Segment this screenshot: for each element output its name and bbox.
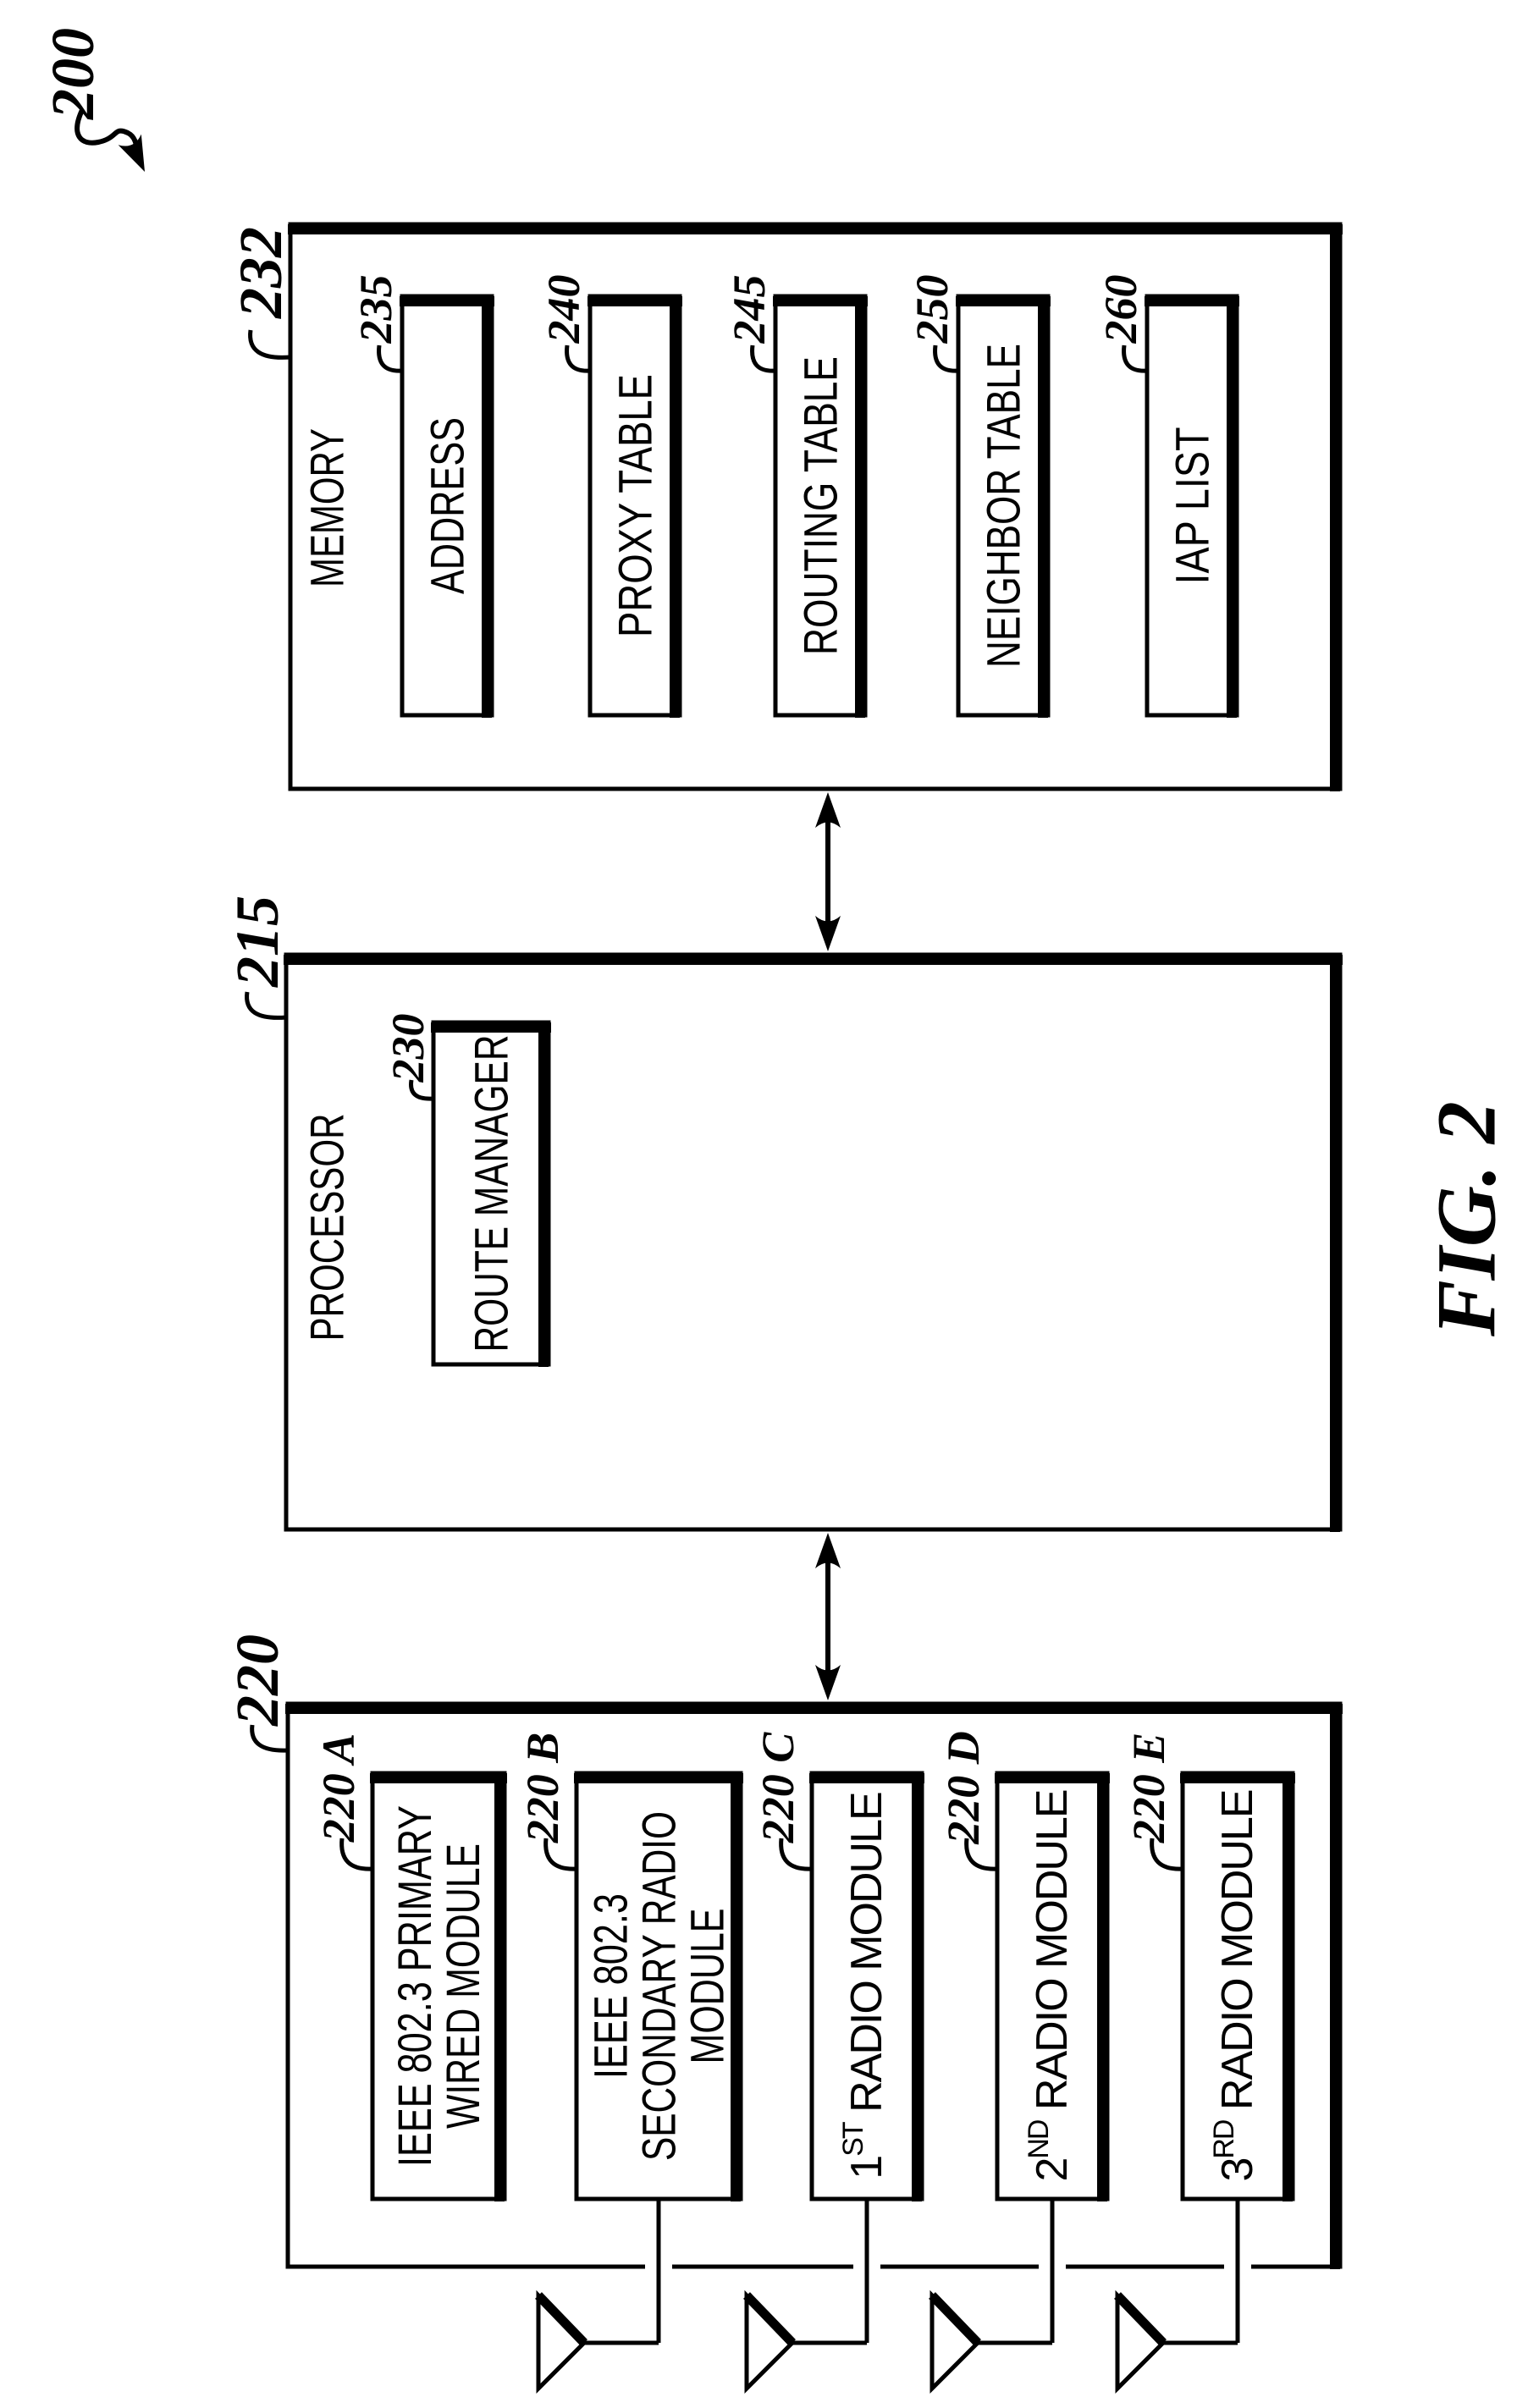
processor-leader-line <box>247 992 286 1017</box>
radio-module-label-line: IEEE 802.3 <box>583 1838 637 2079</box>
radio-module-ref-label: 220 C <box>753 1732 803 1843</box>
memory-item-label: PROXY TABLE <box>608 313 662 637</box>
radio-module-label-line: MODULE <box>680 1860 734 2064</box>
radio-module-label-line: SECONDARY RADIO <box>632 1699 686 2161</box>
memory-item-ref-label: 250 <box>907 274 957 344</box>
interfaces-leader-line <box>252 1725 288 1750</box>
processor-ref-label: 215 <box>223 895 291 987</box>
memory-item-ref-label: 240 <box>538 274 589 344</box>
memory-item-label: NEIGHBOR TABLE <box>976 256 1030 668</box>
interfaces-ref-label: 220 <box>223 1634 291 1726</box>
radio-module-label-line: 1ST RADIO MODULE <box>837 1793 891 2179</box>
memory-title: MEMORY <box>300 375 354 587</box>
radio-module-label-line: IEEE 802.3 PRIMARY <box>388 1699 441 2167</box>
route-manager-label: ROUTE MANAGER <box>464 933 518 1353</box>
route-manager-ref-label: 230 <box>383 1013 433 1083</box>
memory-item-label: IAP LIST <box>1165 395 1219 585</box>
radio-module-label-line: 3RD RADIO MODULE <box>1208 1790 1262 2182</box>
memory-ref-label: 232 <box>227 227 295 318</box>
radio-module-ref-label: 220 D <box>938 1731 989 1844</box>
radio-module-label-line: WIRED MODULE <box>436 1755 489 2129</box>
figure-ref-label: 200 <box>39 28 107 119</box>
radio-module-ref-label: 220 B <box>517 1732 568 1843</box>
memory-item-ref-label: 245 <box>724 274 775 344</box>
memory-item-ref-label: 260 <box>1095 274 1146 344</box>
radio-module-ref-label: 220 E <box>1123 1732 1174 1843</box>
memory-item-label: ADDRESS <box>420 365 474 594</box>
radio-module-label-line: 2ND RADIO MODULE <box>1023 1790 1077 2182</box>
memory-item-label: ROUTING TABLE <box>793 277 847 655</box>
radio-module-ref-label: 220 A <box>313 1733 364 1843</box>
figure-caption: FIG. 2 <box>1419 1101 1514 1336</box>
arrowhead-icon <box>119 135 157 178</box>
memory-leader-line <box>251 330 290 357</box>
processor-title: PROCESSOR <box>300 1038 354 1342</box>
memory-item-ref-label: 235 <box>350 274 401 344</box>
